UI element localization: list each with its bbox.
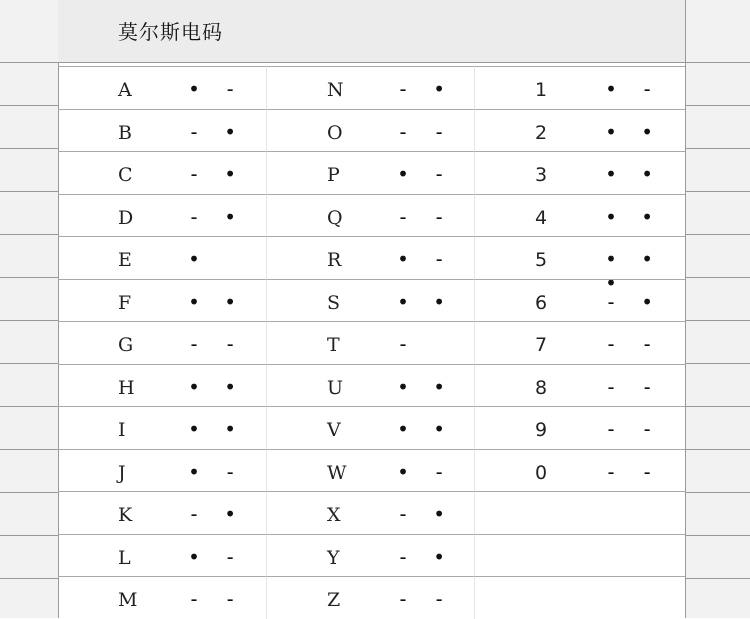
table-cell: [474, 279, 685, 322]
morse-code: - -: [605, 374, 660, 399]
character-label: K: [118, 504, 133, 526]
table-cell: [58, 364, 266, 407]
left-row-line: [0, 406, 58, 407]
table-cell: [266, 109, 474, 152]
character-label: X: [327, 504, 341, 526]
table-cell: [58, 66, 266, 109]
left-row-line: [0, 449, 58, 450]
character-label: B: [118, 121, 132, 144]
right-row-line: [685, 535, 750, 536]
table-cell: [58, 576, 266, 619]
morse-code: • •: [397, 374, 452, 399]
table-cell: [58, 449, 266, 492]
character-label: D: [118, 206, 134, 229]
morse-code: - •: [188, 119, 243, 144]
character-label: R: [327, 249, 342, 271]
character-label: N: [327, 79, 344, 101]
morse-code: - -: [188, 332, 243, 356]
left-row-line: [0, 191, 58, 192]
morse-table: [58, 66, 685, 618]
right-row-line: [685, 277, 750, 278]
table-cell: [474, 449, 685, 492]
table-cell: [266, 279, 474, 322]
left-row-line: [0, 62, 58, 63]
morse-code: • -: [397, 162, 452, 186]
morse-code: • •: [605, 162, 660, 186]
character-label: J: [118, 461, 126, 484]
morse-code: • •: [397, 289, 452, 314]
right-row-line: [685, 406, 750, 407]
table-cell: [266, 321, 474, 364]
table-cell: [58, 236, 266, 279]
right-row-line: [685, 449, 750, 450]
morse-code: • -: [397, 459, 452, 484]
character-label: L: [118, 546, 131, 569]
morse-code: - -: [188, 587, 243, 611]
left-row-line: [0, 277, 58, 278]
morse-code: •: [188, 247, 207, 271]
table-cell: [474, 321, 685, 364]
morse-code: • •: [188, 289, 243, 314]
character-label: V: [327, 419, 341, 441]
character-label: S: [327, 291, 341, 314]
character-label: F: [118, 291, 132, 314]
table-cell: [58, 491, 266, 534]
table-cell: [266, 151, 474, 194]
table-cell: [474, 151, 685, 194]
table-cell: [58, 279, 266, 322]
morse-code: • -: [188, 459, 243, 484]
table-cell: [266, 534, 474, 577]
character-label: M: [118, 589, 138, 611]
left-row-line: [0, 320, 58, 321]
character-label: Q: [327, 206, 343, 229]
morse-code: - -: [605, 459, 660, 484]
morse-code: • -: [188, 77, 243, 101]
left-margin-column: [0, 0, 58, 618]
left-row-line: [0, 105, 58, 106]
page-title: 莫尔斯电码: [118, 20, 223, 44]
table-cell: [58, 151, 266, 194]
table-cell: [58, 534, 266, 577]
left-row-line: [0, 234, 58, 235]
table-cell: [58, 406, 266, 449]
table-cell: [266, 364, 474, 407]
right-row-line: [685, 363, 750, 364]
table-cell: [474, 491, 685, 534]
table-cell: [474, 576, 685, 619]
table-cell: [474, 364, 685, 407]
morse-code: - -: [397, 119, 452, 144]
right-margin-column: [685, 0, 750, 618]
character-label: W: [327, 461, 347, 484]
morse-code: - -: [605, 417, 660, 441]
morse-code: • • •: [605, 247, 660, 295]
character-label: Y: [327, 546, 340, 569]
character-label: 5: [535, 249, 548, 271]
character-label: I: [118, 419, 126, 441]
table-cell: [266, 236, 474, 279]
character-label: T: [327, 334, 340, 356]
character-label: 0: [535, 461, 548, 484]
left-row-line: [0, 363, 58, 364]
character-label: 4: [535, 206, 548, 229]
character-label: 2: [535, 121, 548, 144]
morse-code: - •: [397, 544, 452, 569]
table-header: [58, 0, 685, 63]
morse-code: • •: [397, 417, 452, 441]
morse-code: - •: [188, 502, 243, 526]
character-label: P: [327, 164, 340, 186]
table-cell: [474, 194, 685, 237]
left-row-line: [0, 535, 58, 536]
table-cell: [58, 321, 266, 364]
morse-code: - •: [605, 289, 660, 314]
table-cell: [266, 576, 474, 619]
left-row-line: [0, 578, 58, 579]
table-cell: [474, 66, 685, 109]
right-row-line: [685, 105, 750, 106]
morse-code: - •: [397, 502, 452, 526]
character-label: A: [118, 79, 132, 101]
character-label: 1: [535, 79, 548, 101]
morse-code: - -: [397, 204, 452, 229]
table-cell: [266, 491, 474, 534]
table-cell: [266, 449, 474, 492]
character-label: 9: [535, 419, 548, 441]
morse-code: - •: [397, 77, 452, 101]
morse-code: - -: [397, 587, 452, 611]
morse-code: - •: [188, 162, 243, 186]
table-cell: [474, 236, 685, 295]
table-cell: [266, 406, 474, 449]
morse-code: • •: [605, 204, 660, 229]
character-label: C: [118, 164, 133, 186]
morse-code: • -: [605, 77, 660, 101]
right-row-line: [685, 234, 750, 235]
table-cell: [474, 534, 685, 577]
morse-code: • •: [605, 119, 660, 144]
right-row-line: [685, 148, 750, 149]
morse-code: • •: [188, 417, 243, 441]
character-label: 7: [535, 334, 548, 356]
table-cell: [266, 194, 474, 237]
morse-code: • •: [188, 374, 243, 399]
table-cell: [58, 194, 266, 237]
table-cell: [266, 66, 474, 109]
character-label: G: [118, 334, 134, 356]
character-label: O: [327, 121, 343, 144]
morse-code: - •: [188, 204, 243, 229]
character-label: 8: [535, 376, 548, 399]
table-cell: [474, 406, 685, 449]
character-label: E: [118, 249, 132, 271]
morse-code: - -: [605, 332, 660, 356]
right-row-line: [685, 62, 750, 63]
character-label: 3: [535, 164, 548, 186]
left-row-line: [0, 148, 58, 149]
table-cell: [58, 109, 266, 152]
morse-code: • -: [188, 544, 243, 569]
left-row-line: [0, 492, 58, 493]
character-label: H: [118, 376, 135, 399]
morse-code: -: [397, 332, 416, 356]
right-border: [685, 0, 686, 618]
table-cell: [474, 109, 685, 152]
character-label: U: [327, 376, 344, 399]
right-row-line: [685, 320, 750, 321]
character-label: Z: [327, 589, 341, 611]
right-row-line: [685, 492, 750, 493]
right-row-line: [685, 191, 750, 192]
right-row-line: [685, 578, 750, 579]
character-label: 6: [535, 291, 548, 314]
morse-code: • -: [397, 247, 452, 271]
